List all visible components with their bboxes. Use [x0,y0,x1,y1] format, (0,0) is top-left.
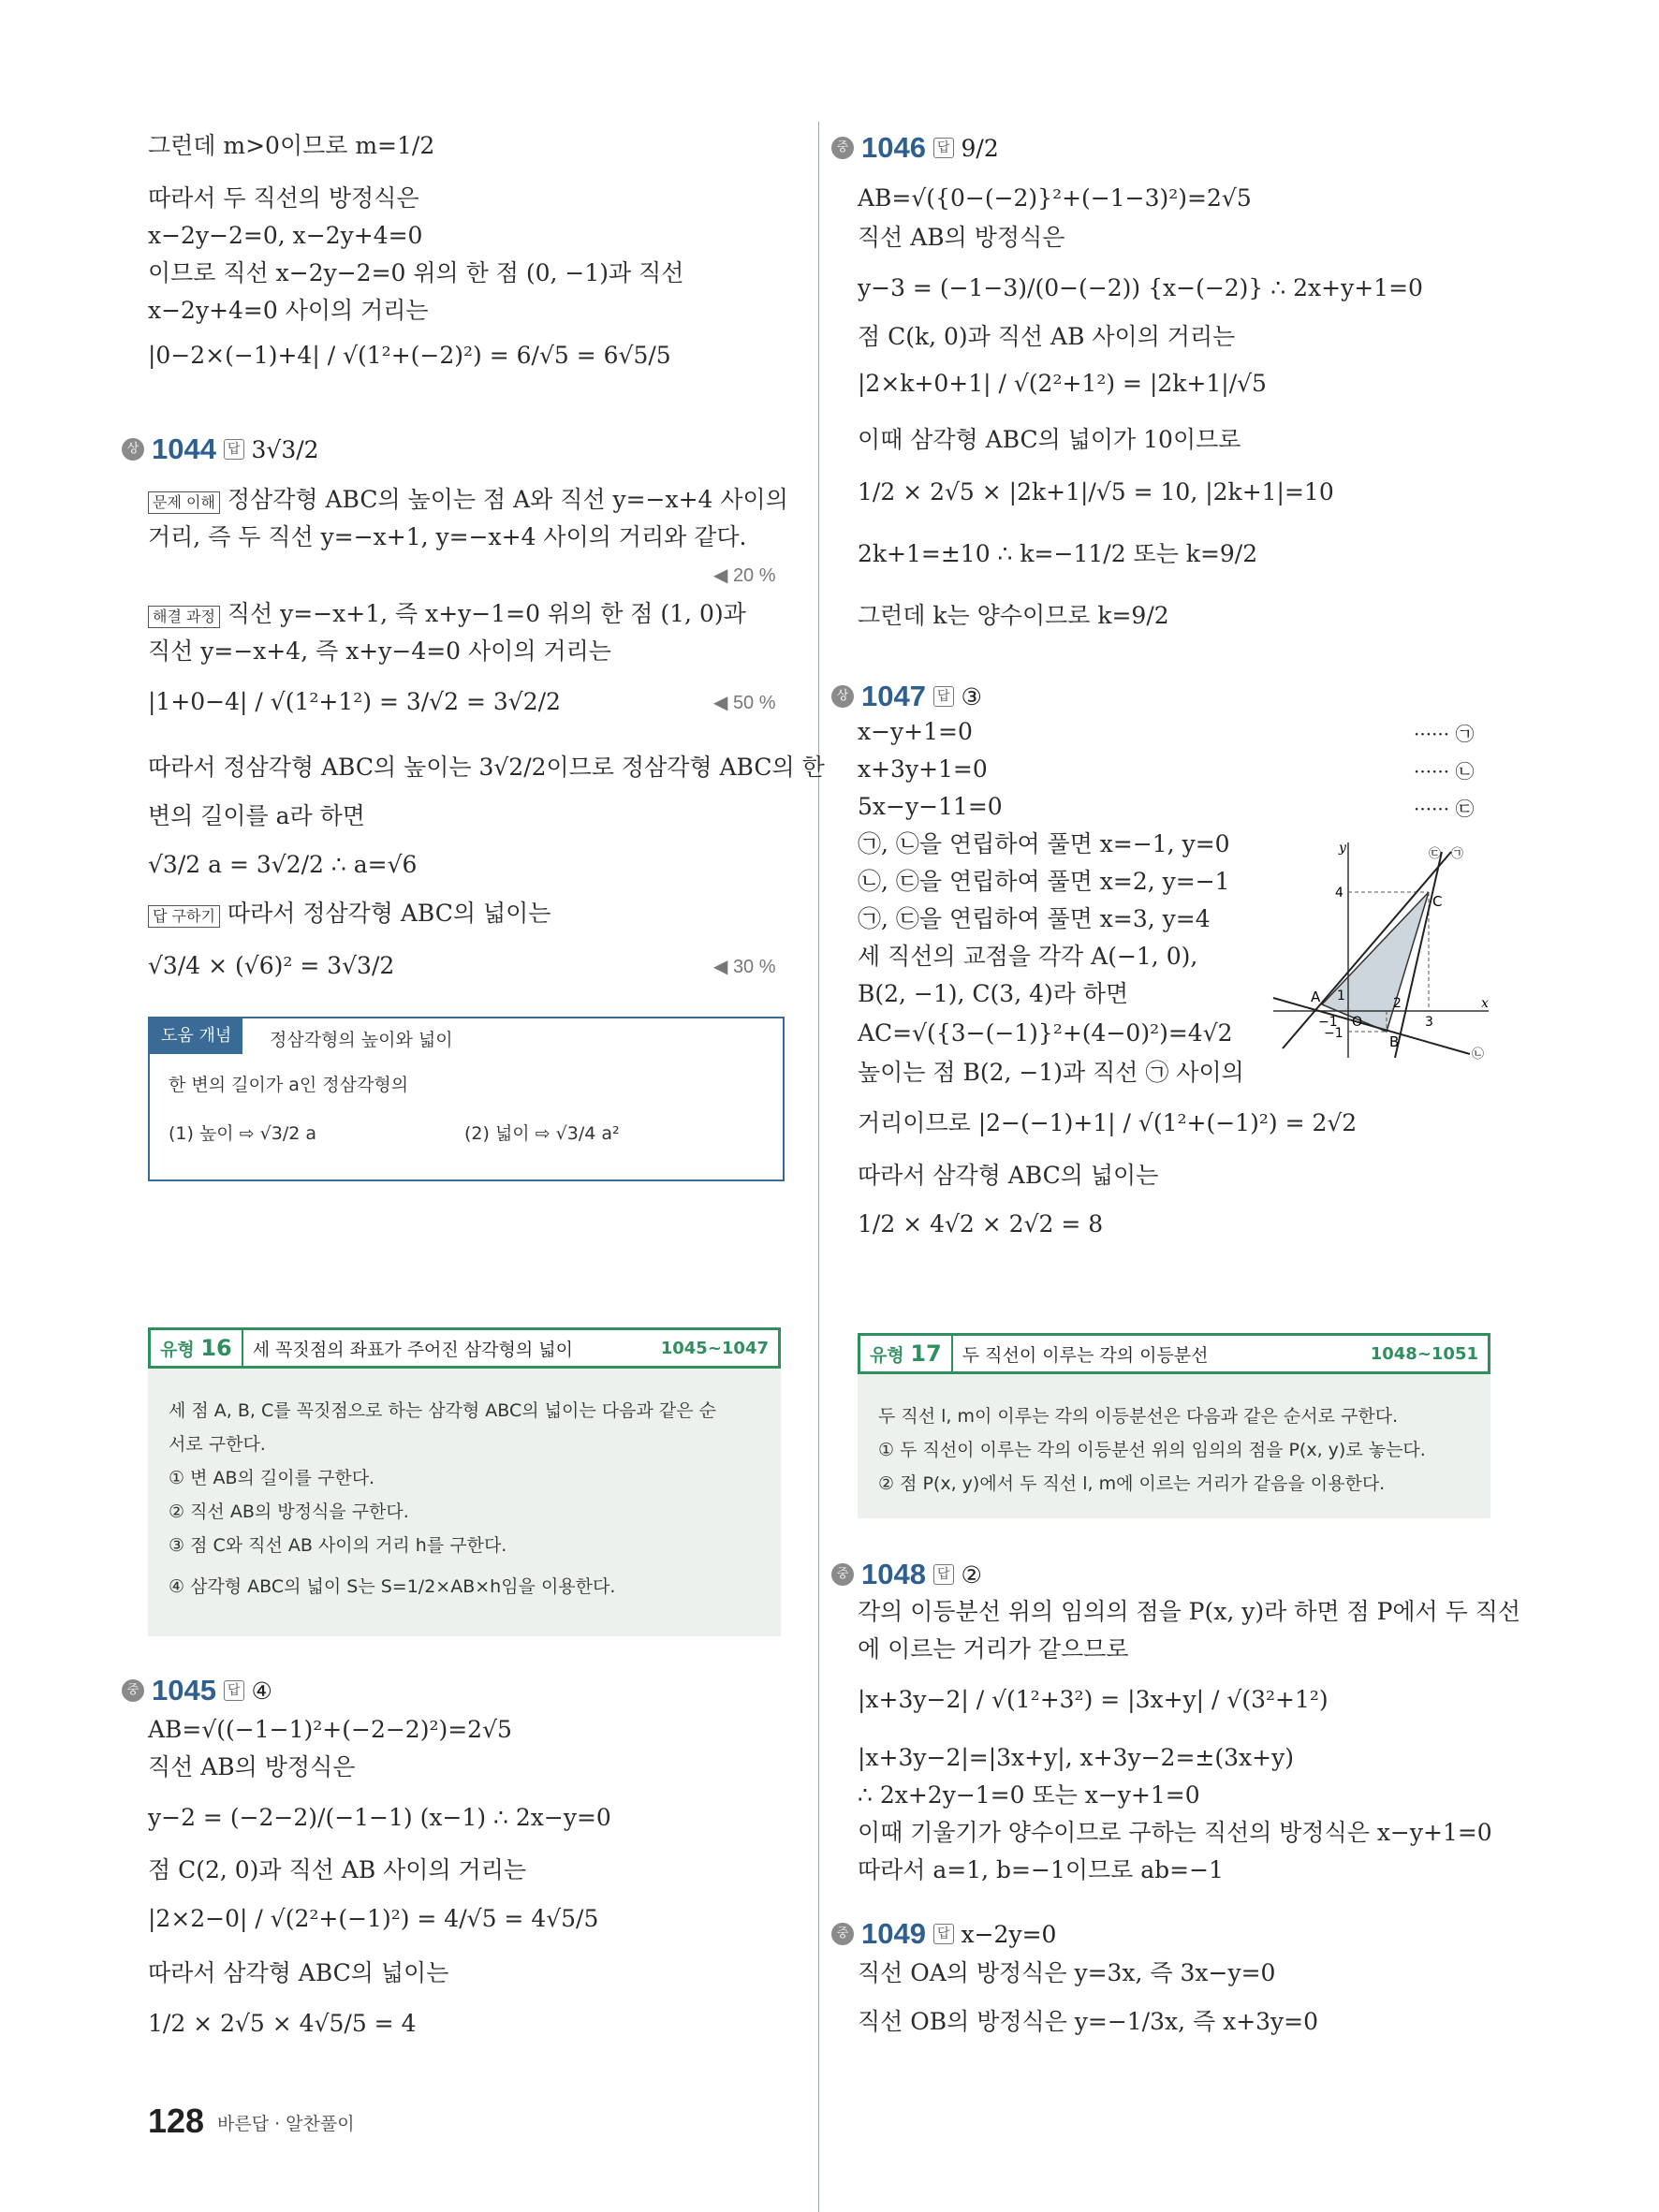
point-c-label: C [1432,893,1443,910]
type-17-range: 1048~1051 [1370,1343,1478,1364]
origin-label: O [1352,1015,1363,1030]
p1046-line-3: y−3 = (−1−3)/(0−(−2)) {x−(−2)} ∴ 2x+y+1=0 [858,274,1423,301]
p1047-line-1: ㉠, ㉡을 연립하여 풀면 x=−1, y=0 [858,830,1230,857]
p1044-line-5: |1+0−4| / √(1²+1²) = 3/√2 = 3√2/2 [148,688,561,715]
p1048-line-3: |x+3y−2| / √(1²+3²) = |3x+y| / √(3²+1²) [858,1686,1329,1713]
tick-ym1: −1 [1324,1026,1343,1041]
tick-y1: 1 [1337,989,1345,1003]
problem-1044-header [122,432,319,466]
percent-50: ◀ 50 % [713,693,776,713]
type-16-header [148,1327,781,1369]
type-17-label: 유형 17 [860,1336,953,1371]
problem-1048-header [831,1558,982,1591]
answer-badge: 답 [933,1924,954,1944]
concept-line: 한 변의 길이가 a인 정삼각형의 [169,1075,409,1095]
p1047-line-5: B(2, −1), C(3, 4)라 하면 [858,980,1129,1007]
answer-value: 9/2 [961,134,999,162]
p1049-line-2: 직선 OB의 방정식은 y=−1/3x, 즉 x+3y=0 [858,2008,1319,2035]
concept-box [148,1017,785,1181]
p1046-line-8: 2k+1=±10 ∴ k=−11/2 또는 k=9/2 [858,540,1258,567]
p1044-line-2: 거리, 즉 두 직선 y=−x+1, y=−x+4 사이의 거리와 같다. [148,523,747,550]
intro-line-4: 이므로 직선 x−2y−2=0 위의 한 점 (0, −1)과 직선 [148,259,684,286]
type-16-line-6: ④ 삼각형 ABC의 넓이 S는 S=1/2×AB×h임을 이용한다. [169,1576,616,1597]
tag-problem-understanding: 문제 이해 [148,491,220,514]
p1048-line-2: 에 이르는 거리가 같으므로 [858,1635,1129,1663]
type-17-box [858,1333,1490,1518]
p1044-line-1: 문제 이해 정삼각형 ABC의 높이는 점 A와 직선 y=−x+4 사이의 [148,485,788,515]
p1047-line-9: 따라서 삼각형 ABC의 넓이는 [858,1162,1159,1189]
p1046-line-7: 1/2 × 2√5 × |2k+1|/√5 = 10, |2k+1|=10 [858,478,1334,505]
p1046-line-1: AB=√({0−(−2)}²+(−1−3)²)=2√5 [858,184,1252,212]
answer-badge: 답 [224,1680,244,1701]
p1046-line-9: 그런데 k는 양수이므로 k=9/2 [858,602,1169,629]
level-badge: 중 [831,1923,854,1945]
p1045-line-4: 점 C(2, 0)과 직선 AB 사이의 거리는 [148,1856,527,1883]
answer-badge: 답 [933,1564,954,1585]
line-label-3: ㉢ [1429,847,1442,861]
p1047-line-7: 높이는 점 B(2, −1)과 직선 ㉠ 사이의 [858,1059,1244,1086]
type-17-line-1: 두 직선 l, m이 이루는 각의 이등분선은 다음과 같은 순서로 구한다. [878,1406,1399,1427]
p1044-line-10: √3/4 × (√6)² = 3√3/2 [148,952,395,979]
p1047-eq-3: 5x−y−11=0 [858,793,1003,820]
p1047-line-8: 거리이므로 |2−(−1)+1| / √(1²+(−1)²) = 2√2 [858,1109,1358,1136]
tag-solution-process: 해결 과정 [148,606,220,628]
problem-number: 1049 [861,1917,926,1950]
problem-1046-header [831,131,999,165]
p1045-line-2: 직선 AB의 방정식은 [148,1753,356,1780]
type-16-title: 세 꼭짓점의 좌표가 주어진 삼각형의 넓이 [252,1339,573,1360]
problem-1045-header [122,1674,272,1707]
p1048-line-7: 따라서 a=1, b=−1이므로 ab=−1 [858,1856,1224,1883]
intro-line-6: |0−2×(−1)+4| / √(1²+(−2)²) = 6/√5 = 6√5/5 [148,342,671,369]
point-b-label: B [1389,1033,1400,1050]
p1047-line-6: AC=√({3−(−1)}²+(4−0)²)=4√2 [858,1019,1233,1047]
level-badge: 중 [122,1679,144,1702]
level-badge: 상 [122,438,144,461]
p1045-line-1: AB=√((−1−1)²+(−2−2)²)=2√5 [148,1716,512,1743]
tag-get-answer: 답 구하기 [148,905,220,928]
problem-number: 1044 [152,432,216,465]
concept-item-area: (2) 넓이 ⇨ √3/4 a² [464,1123,620,1144]
answer-badge: 답 [933,686,954,707]
problem-1047-header [831,680,982,713]
type-16-box [148,1327,781,1636]
p1048-line-4: |x+3y−2|=|3x+y|, x+3y−2=±(3x+y) [858,1744,1294,1771]
problem-number: 1046 [861,131,926,164]
p1047-mark-1: ······ ㉠ [1414,723,1475,745]
problem-1049-header [831,1917,1056,1951]
p1044-line-8: √3/2 a = 3√2/2 ∴ a=√6 [148,851,418,878]
p1045-line-5: |2×2−0| / √(2²+(−1)²) = 4/√5 = 4√5/5 [148,1905,599,1932]
type-17-title: 두 직선이 이루는 각의 이등분선 [962,1344,1209,1366]
answer-value: ③ [961,682,982,710]
p1047-mark-3: ······ ㉢ [1414,798,1475,820]
answer-value: ④ [251,1677,272,1705]
level-badge: 상 [831,685,854,708]
p1047-line-3: ㉠, ㉢을 연립하여 풀면 x=3, y=4 [858,905,1211,932]
p1044-line-3: 해결 과정 직선 y=−x+1, 즉 x+y−1=0 위의 한 점 (1, 0)과 [148,599,746,629]
type-17-header [858,1333,1490,1374]
problem-number: 1048 [861,1558,926,1590]
p1048-line-1: 각의 이등분선 위의 임의의 점을 P(x, y)라 하면 점 P에서 두 직선 [858,1598,1521,1625]
type-16-line-2: 서로 구한다. [169,1434,266,1455]
type-16-line-4: ② 직선 AB의 방정식을 구한다. [169,1502,409,1522]
triangle-graph [1264,833,1498,1067]
answer-value: 3√3/2 [251,435,319,463]
p1047-line-4: 세 직선의 교점을 각각 A(−1, 0), [858,943,1198,970]
point-a-label: A [1311,989,1321,1005]
percent-20: ◀ 20 % [713,565,776,586]
p1046-line-6: 이때 삼각형 ABC의 넓이가 10이므로 [858,426,1241,453]
column-divider [818,122,819,2212]
p1045-line-7: 1/2 × 2√5 × 4√5/5 = 4 [148,2010,417,2037]
type-17-line-3: ② 점 P(x, y)에서 두 직선 l, m에 이르는 거리가 같음을 이용한다. [878,1473,1386,1494]
type-16-label: 유형 16 [151,1330,243,1366]
level-badge: 중 [831,1563,854,1586]
p1044-line-9: 답 구하기 따라서 정삼각형 ABC의 넓이는 [148,899,551,929]
line-label-2: ㉡ [1472,1047,1485,1062]
intro-line-2: 따라서 두 직선의 방정식은 [148,184,419,212]
tick-x3: 3 [1425,1015,1433,1030]
p1046-line-5: |2×k+0+1| / √(2²+1²) = |2k+1|/√5 [858,370,1267,397]
answer-badge: 답 [933,138,954,158]
tick-x2: 2 [1393,996,1402,1011]
p1045-line-3: y−2 = (−2−2)/(−1−1) (x−1) ∴ 2x−y=0 [148,1804,611,1831]
answer-value: ② [961,1560,982,1589]
intro-line-3: x−2y−2=0, x−2y+4=0 [148,222,423,249]
footer-title: 바른답 · 알찬풀이 [217,2114,355,2134]
type-16-line-1: 세 점 A, B, C를 꼭짓점으로 하는 삼각형 ABC의 넓이는 다음과 같은 순 [169,1400,716,1421]
type-17-line-2: ① 두 직선이 이루는 각의 이등분선 위의 임의의 점을 P(x, y)로 놓는다. [878,1440,1426,1460]
p1045-line-6: 따라서 삼각형 ABC의 넓이는 [148,1959,449,1986]
concept-subtitle: 정삼각형의 높이와 넓이 [270,1030,453,1050]
page-number: 128 [148,2102,205,2140]
level-badge: 중 [831,137,854,159]
answer-badge: 답 [224,439,244,460]
percent-30: ◀ 30 % [713,957,776,977]
x-axis-label: x [1481,996,1489,1011]
p1044-line-6: 따라서 정삼각형 ABC의 높이는 3√2/2이므로 정삼각형 ABC의 한 [148,754,825,781]
p1048-line-5: ∴ 2x+2y−1=0 또는 x−y+1=0 [858,1781,1200,1809]
p1047-line-2: ㉡, ㉢을 연립하여 풀면 x=2, y=−1 [858,868,1230,895]
p1047-eq-2: x+3y+1=0 [858,755,988,783]
p1044-line-4: 직선 y=−x+4, 즉 x+y−4=0 사이의 거리는 [148,637,611,665]
p1047-eq-1: x−y+1=0 [858,718,973,745]
p1046-line-4: 점 C(k, 0)과 직선 AB 사이의 거리는 [858,323,1236,350]
line-label-1: ㉠ [1451,847,1464,861]
intro-line-1: 그런데 m>0이므로 m=1/2 [148,132,435,159]
tick-xm1: −1 [1318,1015,1338,1030]
concept-item-height: (1) 높이 ⇨ √3/2 a [169,1123,317,1144]
concept-title: 도움 개념 [150,1018,242,1054]
p1047-mark-2: ······ ㉡ [1414,760,1475,783]
y-axis-label: y [1339,841,1346,856]
p1046-line-2: 직선 AB의 방정식은 [858,224,1065,251]
type-16-range: 1045~1047 [660,1338,769,1358]
p1044-line-7: 변의 길이를 a라 하면 [148,802,365,829]
p1049-line-1: 직선 OA의 방정식은 y=3x, 즉 3x−y=0 [858,1959,1276,1986]
answer-value: x−2y=0 [961,1920,1057,1948]
type-16-line-3: ① 변 AB의 길이를 구한다. [169,1468,375,1488]
p1048-line-6: 이때 기울기가 양수이므로 구하는 직선의 방정식은 x−y+1=0 [858,1819,1492,1846]
tick-y4: 4 [1335,886,1343,901]
p1047-line-10: 1/2 × 4√2 × 2√2 = 8 [858,1210,1104,1238]
problem-number: 1047 [861,680,926,712]
type-16-line-5: ③ 점 C와 직선 AB 사이의 거리 h를 구한다. [169,1535,507,1556]
intro-line-5: x−2y+4=0 사이의 거리는 [148,297,429,324]
problem-number: 1045 [152,1674,216,1707]
